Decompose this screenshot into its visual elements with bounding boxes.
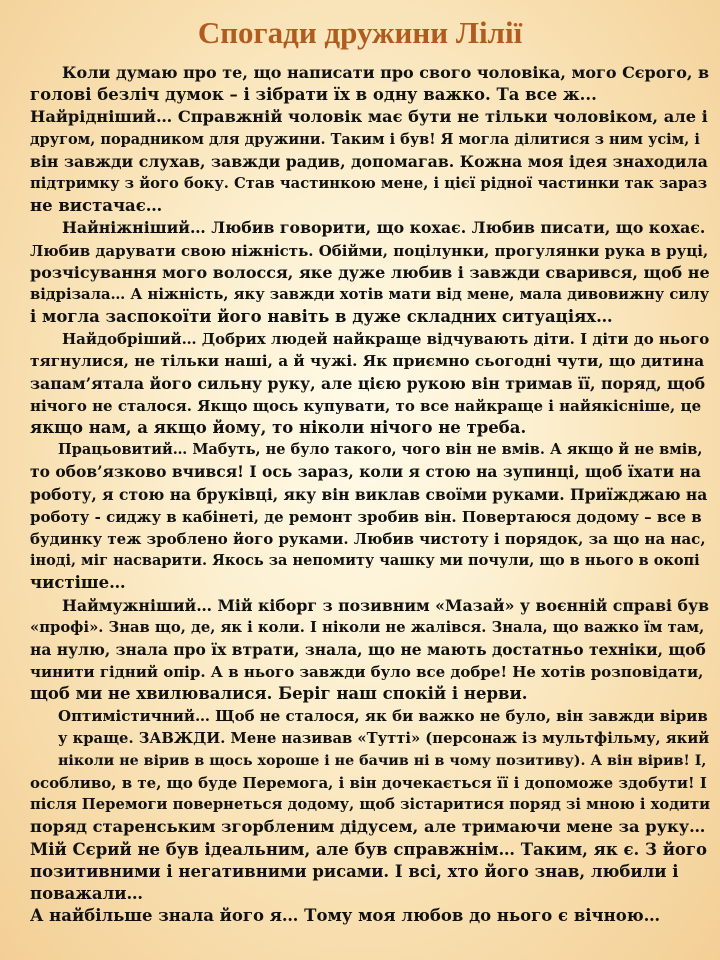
- text-line: Коли думаю про те, що написати про свого чоловіка, мого Сєрого, в: [62, 63, 710, 82]
- text-line: «профі». Знав що, де, як і коли. І ніколи не жалівся. Знала, що важко їм там,: [30, 618, 705, 636]
- text-line: поважали…: [30, 883, 143, 903]
- memoir-text: [30, 62, 710, 927]
- text-line: А найбільше знала його я… Тому моя любов до нього є вічною…: [30, 906, 661, 926]
- text-line: запам’ятала його сильну руку, але цією рукою він тримав її, поряд, щоб: [30, 373, 706, 393]
- text-line: відрізала… А ніжність, яку завжди хотів мати від мене, мала дивовижну силу: [30, 285, 710, 303]
- text-line: іноді, міг насварити. Якось за непомиту чашку ми почули, що в нього в окопі: [30, 552, 700, 570]
- text-line: Любив дарувати свою ніжність. Обійми, поцілунки, прогулянки рука в руці,: [30, 241, 709, 260]
- text-line: голові безліч думок – і зібрати їх в одну важко. Та все ж...: [30, 85, 597, 105]
- text-line: щоб ми не хвилювалися. Беріг наш спокій і нерви.: [30, 684, 528, 704]
- text-line: розчісування мого волосся, яке дуже любив і завжди сварився, щоб не: [30, 262, 710, 282]
- text-line: Найдобріший… Добрих людей найкраще відчувають діти. І діти до нього: [62, 330, 710, 349]
- text-line: позитивними і негативними рисами. І всі, хто його знав, любили і: [30, 861, 679, 881]
- text-line: будинку теж зроблено його руками. Любив чистоту і порядок, за що на нас,: [30, 529, 706, 548]
- text-line: чинити гідний опір. А в нього завжди було все добре! Не хотів розповідати,: [30, 663, 704, 682]
- text-line: після Перемоги повернеться додому, щоб зістаритися поряд зі мною і ходити: [30, 796, 711, 814]
- page-title: Спогади дружини Лілії: [197, 15, 523, 50]
- text-line: і могла заспокоїти його навіть в дуже складних ситуаціях…: [30, 307, 613, 327]
- text-line: він завжди слухав, завжди радив, допомагав. Кожна моя ідея знаходила: [30, 151, 708, 171]
- text-line: Найрідніший… Справжній чоловік має бути не тільки чоловіком, але і: [30, 107, 708, 127]
- text-line: роботу, я стою на бруківці, яку він виклав своїми руками. Приїжджаю на: [30, 484, 708, 504]
- text-line: особливо, в те, що буде Перемога, і він дочекається її і допоможе здобути! І: [30, 774, 707, 792]
- text-line: ніколи не вірив в щось хороше і не бачив ні в чому позитиву). А він вірив! І,: [58, 752, 707, 769]
- text-line: роботу - сиджу в кабінеті, де ремонт зробив він. Повертаюся додому – все в: [30, 507, 702, 526]
- text-line: Найніжніший… Любив говорити, що кохає. Любив писати, що кохає.: [62, 218, 706, 238]
- text-line: то обов’язково вчився! І ось зараз, коли я стою на зупинці, щоб їхати на: [30, 462, 701, 482]
- text-line: якщо нам, а якщо йому, то ніколи нічого не треба.: [30, 418, 527, 437]
- text-line: Мій Сєрий не був ідеальним, але був справжнім… Таким, як є. З його: [30, 839, 708, 859]
- text-line: Наймужніший… Мій кіборг з позивним «Мазай» у воєнній справі був: [62, 595, 710, 615]
- text-line: Працьовитий… Мабуть, не було такого, чого він не вмів. А якщо й не вмів,: [58, 441, 703, 459]
- text-line: на нулю, знала про їх втрати, знала, що не мають достатньо техніки, щоб: [30, 639, 706, 659]
- text-line: підтримку з його боку. Став частинкою мене, і цієї рідної частинки так зараз: [30, 174, 708, 192]
- text-line: не вистачає…: [30, 196, 163, 216]
- text-line: поряд старенським згорбленим дідусем, але тримаючи мене за руку…: [30, 817, 706, 837]
- text-line: чистіше…: [30, 573, 126, 593]
- text-line: нічого не сталося. Якщо щось купувати, то все найкраще і найякісніше, це: [30, 396, 702, 415]
- text-line: другом, порадником для дружини. Таким і був! Я могла ділитися з ним усім, і: [30, 130, 700, 148]
- text-line: Оптимістичний… Щоб не сталося, як би важко не було, він завжди вірив: [58, 707, 708, 726]
- text-line: тягнулися, не тільки наші, а й чужі. Як приємно сьогодні чути, що дитина: [30, 352, 705, 371]
- text-line: у краще. ЗАВЖДИ. Мене називав «Тутті» (персонаж із мультфільму, який: [58, 729, 710, 747]
